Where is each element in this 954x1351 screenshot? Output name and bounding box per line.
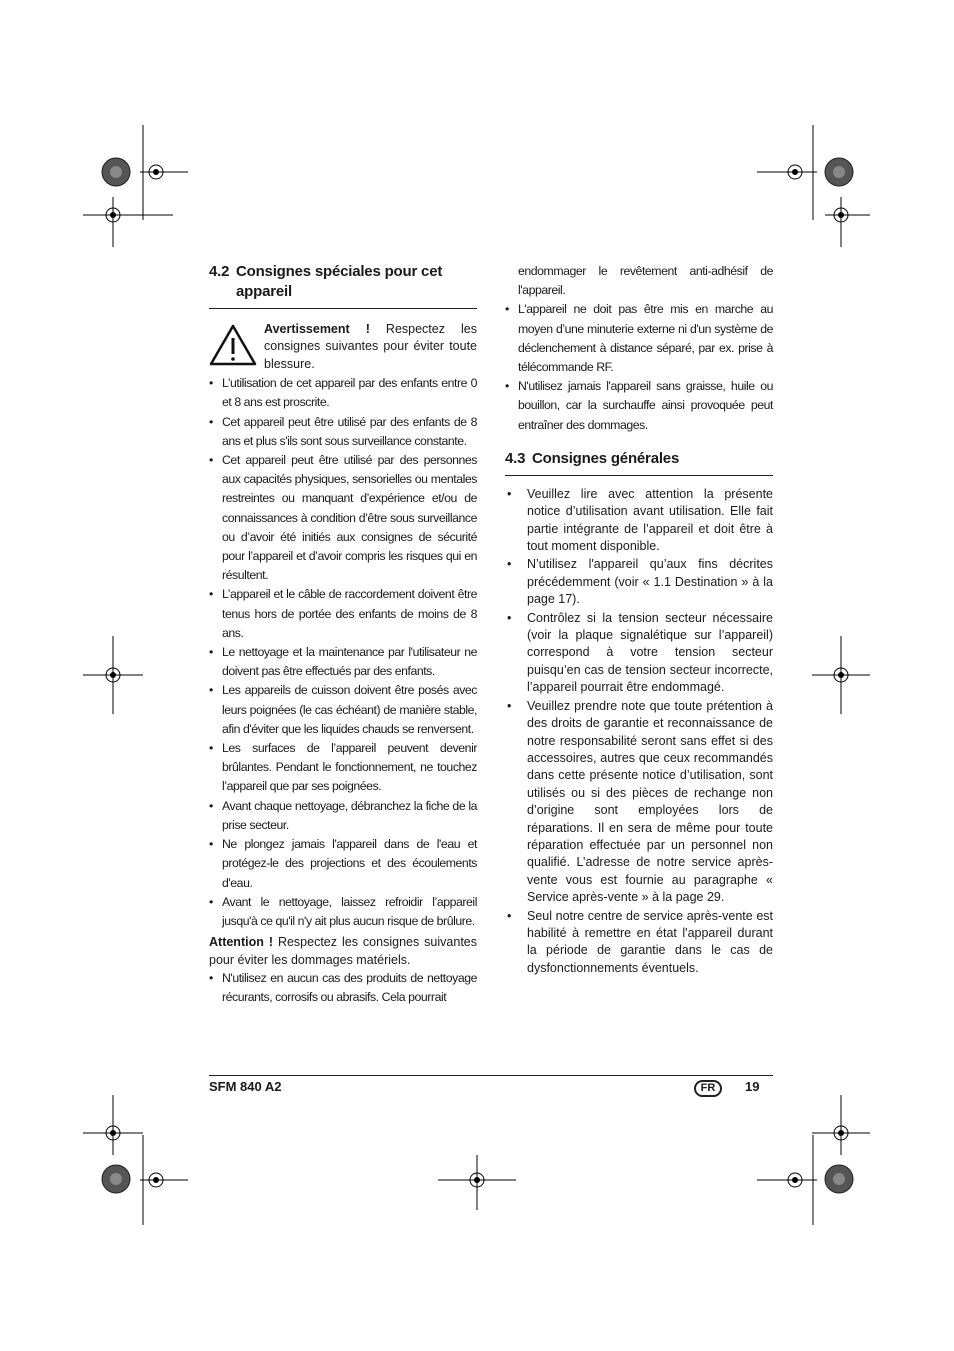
registration-mark-icon xyxy=(812,636,870,714)
list-item: • L’appareil et le câble de raccordement doivent être tenus hors de portée des enfants de moins de 8 ans. xyxy=(209,585,477,643)
list-item: • N’utilisez l'appareil qu’aux fins décrites précédemment (voir « 1.1 Destination » à la page 17). xyxy=(505,556,773,608)
list-item: • Avant le nettoyage, laissez refroidir l’appareil jusqu'à ce qu'il n'y ait plus aucun risque de brûlure. xyxy=(209,893,477,931)
list-item: • Le nettoyage et la maintenance par l'utilisateur ne doivent pas être effectués par des enfants. xyxy=(209,643,477,681)
left-bullet-list-2 xyxy=(209,969,477,1007)
registration-mark-icon xyxy=(757,125,817,220)
section-number: 4.2 xyxy=(209,263,230,280)
list-item: • L’utilisation de cet appareil par des enfants entre 0 et 8 ans est proscrite. xyxy=(209,374,477,412)
list-item: • Seul notre centre de service après-vente est habilité à remettre en état l'appareil durant la période de garantie dans le cas de dysfonctionnements éventuels. xyxy=(505,908,773,978)
footer-model: SFM 840 A2 xyxy=(209,1079,282,1094)
attention-message: Respectez les consignes suivantes pour éviter les dommages matériels. xyxy=(209,935,477,967)
warning-box xyxy=(209,321,477,373)
left-column xyxy=(209,262,477,1007)
list-item: • Les surfaces de l’appareil peuvent devenir brûlantes. Pendant le fonctionnement, ne touchez l’appareil que par ses poignées. xyxy=(209,739,477,797)
section-title-line1: Consignes spéciales pour cet xyxy=(236,263,443,280)
attention-note xyxy=(209,934,477,969)
color-target-icon xyxy=(824,1164,854,1194)
list-item: • Veuillez lire avec attention la présente notice d’utilisation avant utilisation. Elle fait partie intégrante de l’appareil et doit être à tout moment disponible. xyxy=(505,486,773,556)
right-column xyxy=(505,262,773,978)
list-item: • Contrôlez si la tension secteur nécessaire (voir la plaque signalétique sur l’appareil) correspond à votre tension secteur puisqu’en cas de tension secteur incorrecte, l’appareil pourrait être endommagé. xyxy=(505,610,773,697)
list-item: • N'utilisez en aucun cas des produits de nettoyage récurants, corrosifs ou abrasifs. Cela pourrait xyxy=(209,969,477,1007)
list-item: • Avant chaque nettoyage, débranchez la fiche de la prise secteur. xyxy=(209,797,477,835)
right-bullet-list xyxy=(505,486,773,977)
section-heading-4-2 xyxy=(209,262,477,309)
language-badge: FR xyxy=(694,1080,722,1097)
warning-label: Avertissement ! xyxy=(264,322,370,336)
color-target-icon xyxy=(824,157,854,187)
warning-triangle-icon xyxy=(209,321,264,373)
list-item: • L'appareil ne doit pas être mis en marche au moyen d’une minuterie externe ni d'un système de déclenchement à distance séparé, par ex. prise à télécommande RF. xyxy=(505,300,773,377)
warning-text xyxy=(264,321,477,373)
section-heading-4-3 xyxy=(505,449,773,476)
page-number: 19 xyxy=(745,1079,760,1094)
registration-mark-icon xyxy=(140,1135,188,1225)
attention-label: Attention ! xyxy=(209,935,273,950)
list-item: • Cet appareil peut être utilisé par des personnes aux capacités physiques, sensorielles ou mentales restreintes ou manquant d’expérience et/ou de connaissances à condition d’être sous surveillance ou d’avoir été initiés aux consignes de sécurité pour l’appareil et d’avoir compris les risques qui en résultent. xyxy=(209,451,477,585)
continuation-text: endommager le revêtement anti-adhésif de l'appareil. xyxy=(518,264,773,298)
section-title-line2: appareil xyxy=(236,283,292,300)
list-item: • Cet appareil peut être utilisé par des enfants de 8 ans et plus s'ils sont sous surveillance constante. xyxy=(209,413,477,451)
registration-mark-icon xyxy=(83,197,173,247)
list-item: • N'utilisez jamais l'appareil sans graisse, huile ou bouillon, car la surchauffe ainsi provoquée peut entraîner des dommages. xyxy=(505,377,773,435)
list-item: • Les appareils de cuisson doivent être posés avec leurs poignées (le cas échéant) de manière stable, afin d'éviter que les liquides chauds se renversent. xyxy=(209,681,477,739)
section-number: 4.3 xyxy=(505,449,526,467)
section-title: Consignes générales xyxy=(532,449,680,467)
registration-mark-icon xyxy=(438,1155,516,1210)
registration-mark-icon xyxy=(825,197,870,247)
list-item: • Ne plongez jamais l'appareil dans de l'eau et protégez-le des projections et des écoulements d'eau. xyxy=(209,835,477,893)
registration-mark-icon xyxy=(83,1095,143,1155)
footer-divider xyxy=(209,1075,773,1076)
registration-mark-icon xyxy=(812,1095,870,1155)
warning-message: Respectez les consignes suivantes pour éviter toute blessure. xyxy=(264,322,477,371)
left-bullet-list xyxy=(209,374,477,931)
list-item: • Veuillez prendre note que toute prétention à des droits de garantie et reconnaissance de notre responsabilité seront sans effet si des accessoires, autres que ceux recommandés dans cette présente notice d’utilisation, sont utilisés ou si des pièces de rechange non d’origine sont employées lors de réparations. Il en sera de même pour toute réparation effectuée par un personnel non qualifié. L’adresse de notre service après-vente vous est fournie au paragraphe « Service après-vente » à la page 29. xyxy=(505,698,773,907)
color-target-icon xyxy=(101,157,131,187)
registration-mark-icon xyxy=(757,1135,817,1225)
color-target-icon xyxy=(101,1164,131,1194)
registration-mark-icon xyxy=(83,636,143,714)
right-bullet-list-top xyxy=(505,300,773,434)
